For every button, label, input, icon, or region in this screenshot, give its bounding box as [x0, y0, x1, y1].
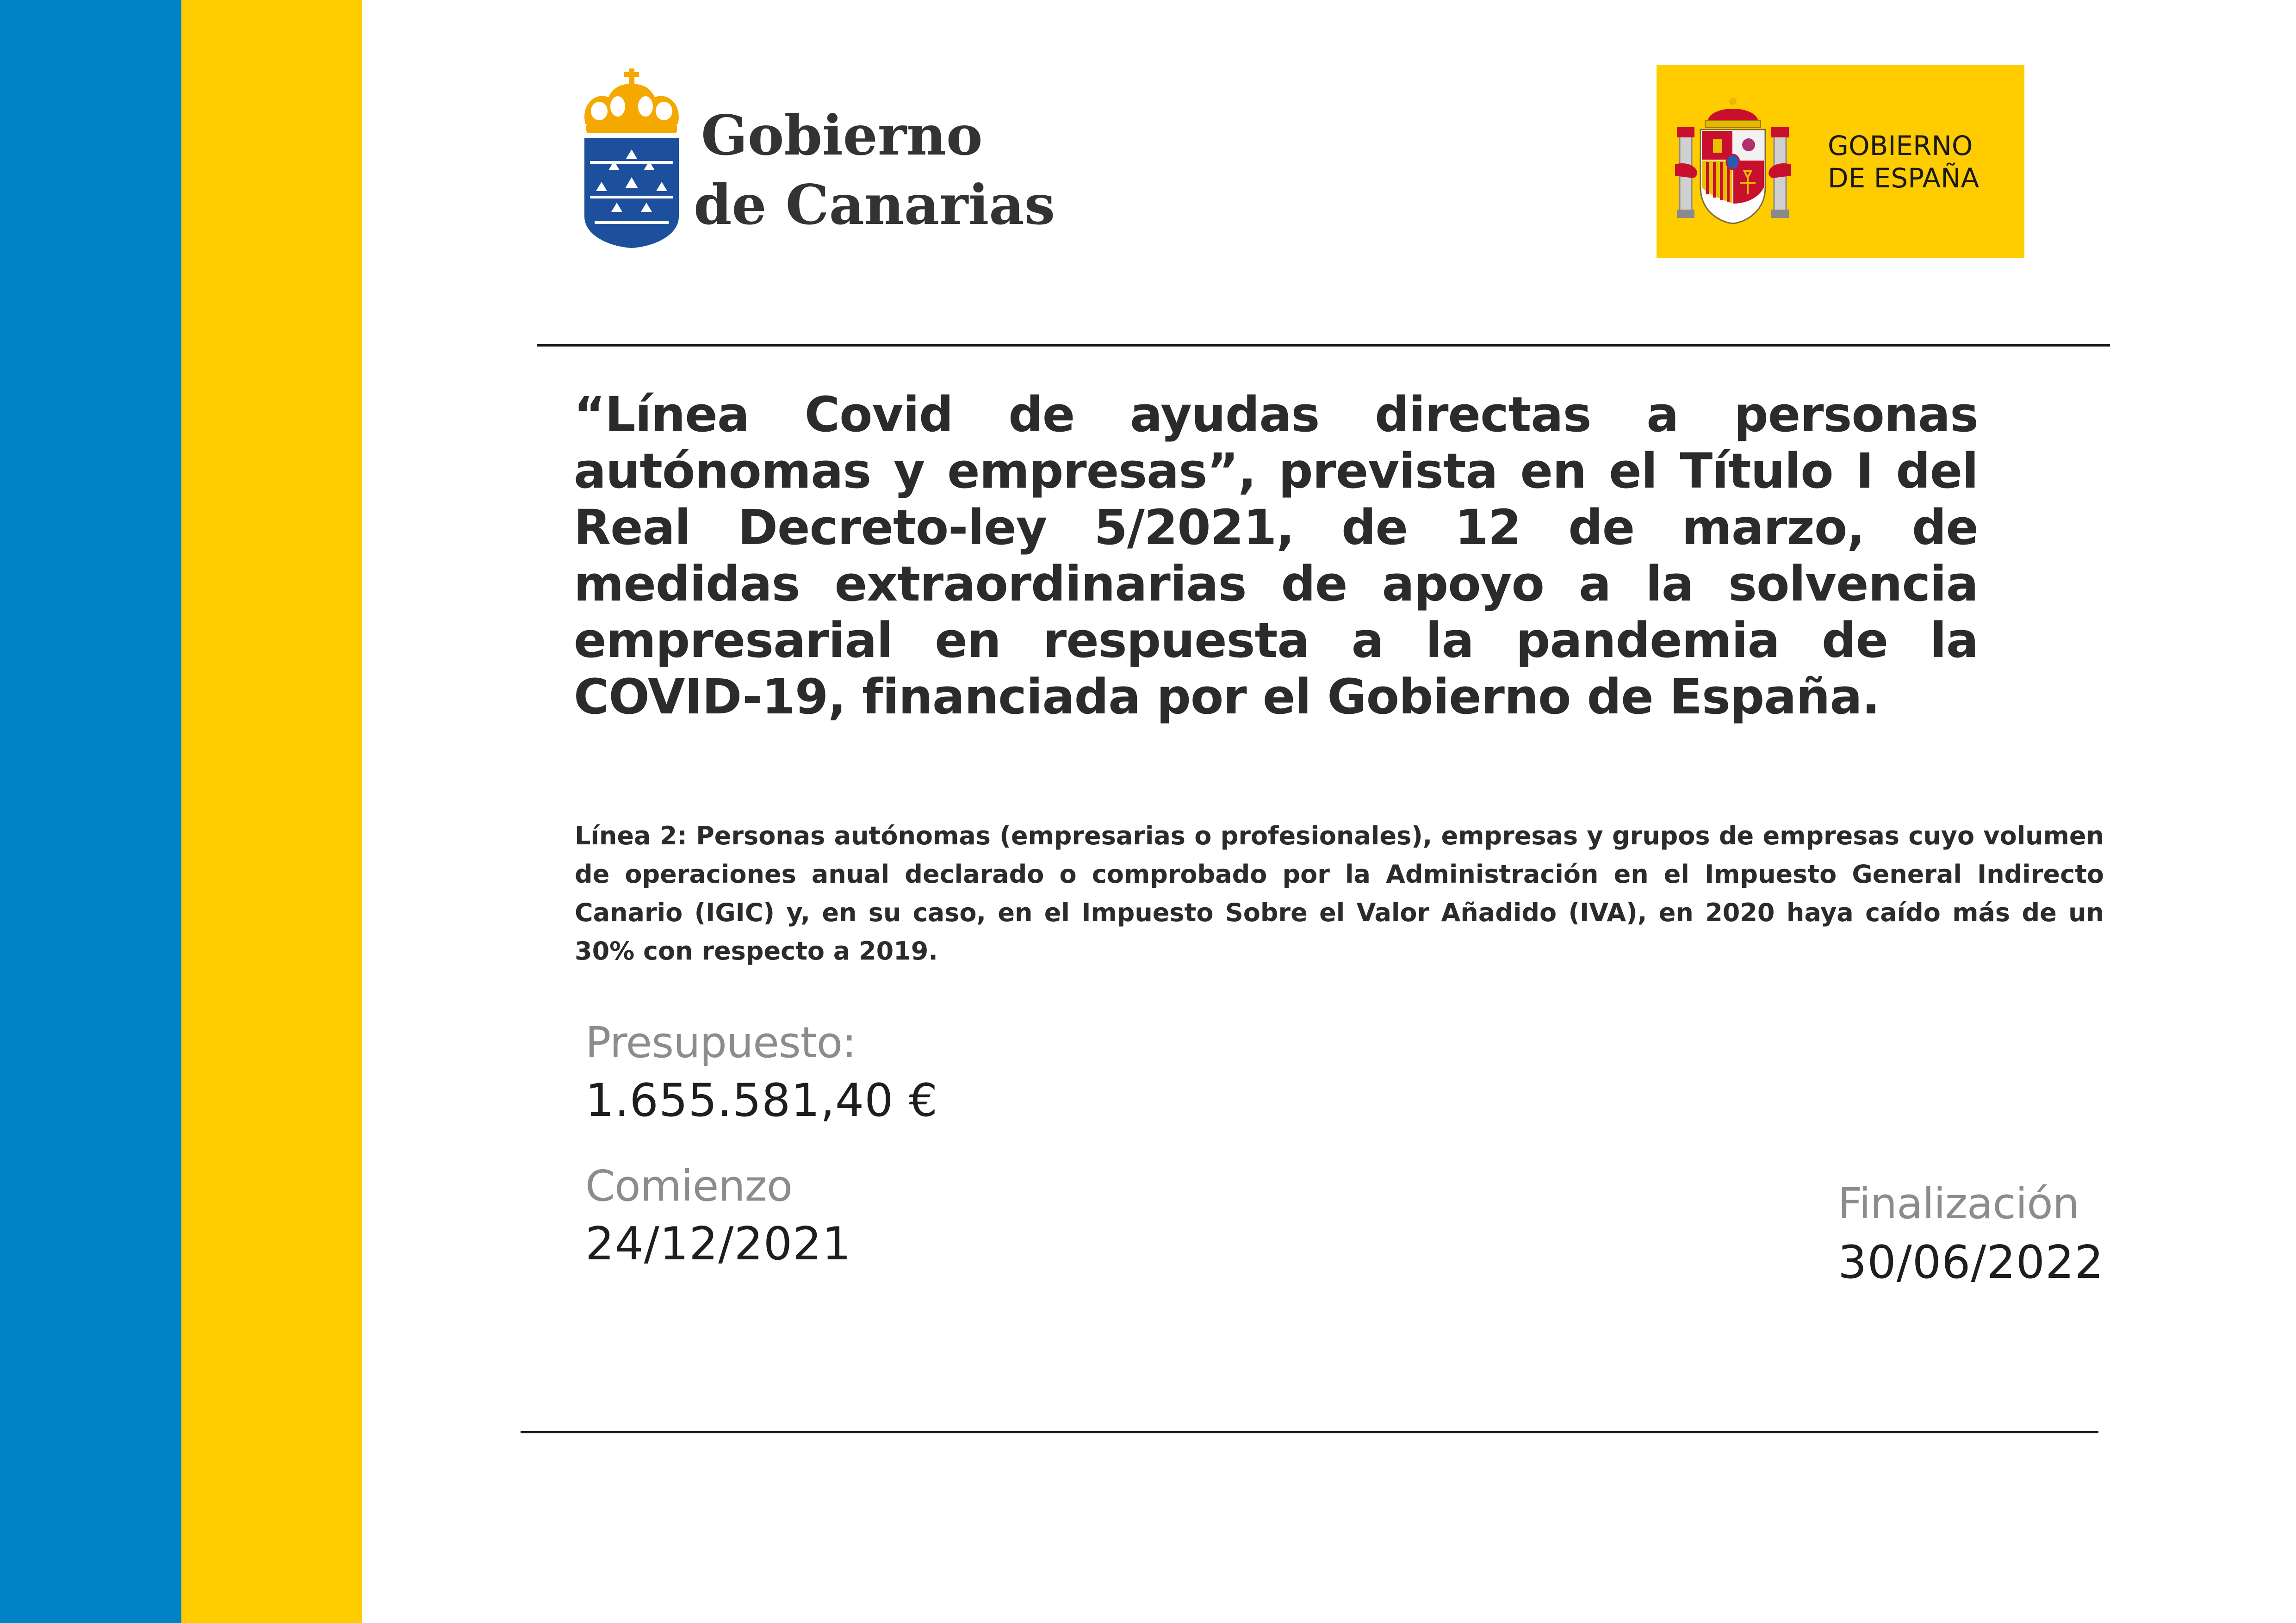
blue-stripe	[0, 0, 181, 1623]
budget-value: 1.655.581,40 €	[585, 1074, 938, 1127]
canarias-logo	[581, 68, 1055, 249]
bottom-divider	[521, 1431, 2098, 1433]
canarias-coat-of-arms-icon	[581, 68, 683, 249]
top-divider	[537, 344, 2110, 347]
spain-coat-of-arms-icon	[1675, 95, 1791, 229]
spain-logo-line2: DE ESPAÑA	[1828, 162, 1980, 194]
spain-logo	[1657, 65, 2024, 258]
spain-logo-line1: GOBIERNO	[1828, 130, 1973, 161]
start-date: 24/12/2021	[585, 1218, 851, 1270]
budget-label: Presupuesto:	[585, 1018, 856, 1067]
end-date: 30/06/2022	[1838, 1236, 2104, 1289]
yellow-stripe	[181, 0, 362, 1623]
canarias-logo-line1: Gobierno	[701, 103, 983, 167]
end-label: Finalización	[1838, 1179, 2079, 1228]
start-label: Comienzo	[585, 1161, 793, 1211]
line-description: Línea 2: Personas autónomas (empresarias o profesionales), empresas y grupos de empresas cuyo volumen de operaciones anual declarado o comprobado por la Administración en el Impuesto General Indirecto Canario (IGIC) y, en su caso, en el Impuesto Sobre el Valor Añadido (IVA), en 2020 haya caído más de un 30% con respecto a 2019.	[575, 821, 2104, 966]
canarias-logo-line2: de Canarias	[694, 173, 1055, 237]
document-title: “Línea Covid de ayudas directas a personas autónomas y empresas”, prevista en el Título I del Real Decreto-ley 5/2021, de 12 de marzo, de medidas extraordinarias de apoyo a la solvencia empresarial en respuesta a la pandemia de la COVID-19, financiada por el Gobierno de España.	[574, 386, 1978, 725]
